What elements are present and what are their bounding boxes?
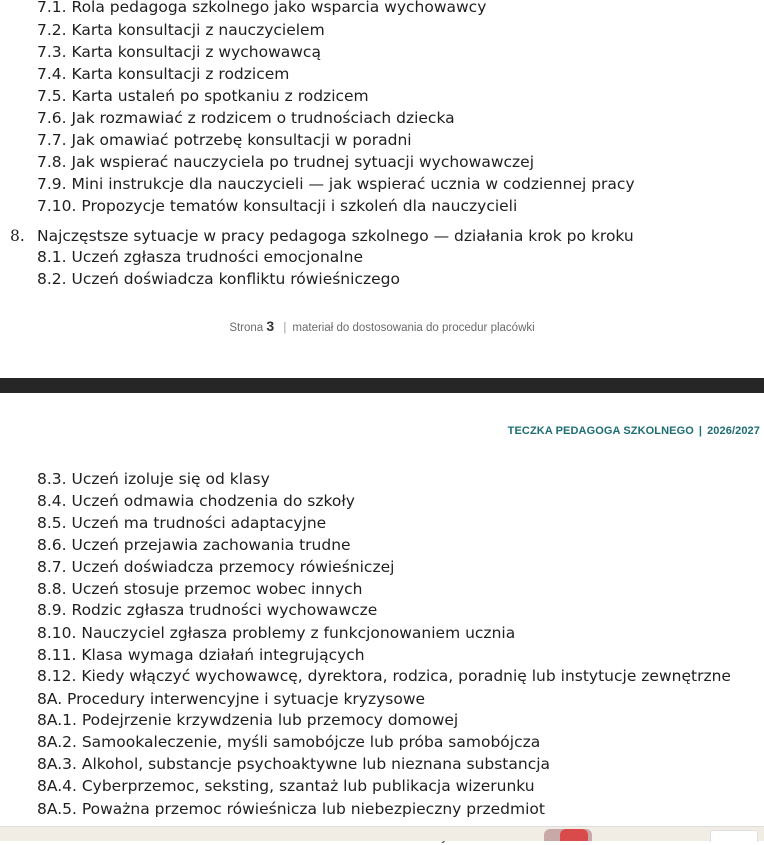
toc-chapter-number: 8. xyxy=(10,227,25,245)
toc-entry[interactable]: 7.1. Rola pedagoga szkolnego jako wsparcia wychowawcy xyxy=(37,0,487,16)
header-separator: | xyxy=(698,425,703,437)
document-page-top xyxy=(0,0,764,378)
toc-entry[interactable]: 7.9. Mini instrukcje dla nauczycieli — jak wspierać ucznia w codziennej pracy xyxy=(37,175,635,193)
toc-entry[interactable]: 8.12. Kiedy włączyć wychowawcę, dyrektora, rodzica, poradnię lub instytucje zewnętrzne xyxy=(37,667,731,685)
toc-entry[interactable]: 8.5. Uczeń ma trudności adaptacyjne xyxy=(37,514,327,532)
status-box[interactable] xyxy=(710,830,758,842)
footer-page-number: 3 xyxy=(266,318,275,334)
toc-entry[interactable]: 8A.3. Alkohol, substancje psychoaktywne lub nieznana substancja xyxy=(37,755,551,773)
page-footer xyxy=(0,318,764,334)
toc-entry[interactable]: 8A.2. Samookaleczenie, myśli samobójcze lub próba samobójcza xyxy=(37,733,541,751)
toc-entry[interactable]: 8.2. Uczeń doświadcza konfliktu rówieśniczego xyxy=(37,270,400,288)
toc-entry[interactable]: 8.4. Uczeń odmawia chodzenia do szkoły xyxy=(37,492,355,510)
toc-entry[interactable]: 7.10. Propozycje tematów konsultacji i szkoleń dla nauczycieli xyxy=(37,197,518,215)
footer-page-label: Strona xyxy=(229,322,264,334)
toc-entry[interactable]: 8.6. Uczeń przejawia zachowania trudne xyxy=(37,536,351,554)
toc-entry[interactable]: 7.5. Karta ustaleń po spotkaniu z rodzicem xyxy=(37,87,369,105)
toc-entry[interactable]: 7.6. Jak rozmawiać z rodzicem o trudnościach dziecka xyxy=(37,109,455,127)
record-indicator-icon[interactable] xyxy=(560,829,588,841)
document-page-bottom xyxy=(0,393,764,840)
toc-entry[interactable]: 7.3. Karta konsultacji z wychowawcą xyxy=(37,43,321,61)
page-header xyxy=(508,425,760,437)
toc-entry[interactable]: 8A.1. Podejrzenie krzywdzenia lub przemocy domowej xyxy=(37,711,459,729)
toc-entry[interactable]: 8.3. Uczeń izoluje się od klasy xyxy=(37,470,270,488)
viewer-status-bar xyxy=(0,826,764,841)
toc-entry[interactable]: 7.7. Jak omawiać potrzebę konsultacji w poradni xyxy=(37,131,412,149)
toc-entry[interactable]: 8.1. Uczeń zgłasza trudności emocjonalne xyxy=(37,248,363,266)
header-title: TECZKA PEDAGOGA SZKOLNEGO xyxy=(507,425,694,437)
toc-entry[interactable]: 8A.5. Poważna przemoc rówieśnicza lub niebezpieczny przedmiot xyxy=(37,800,545,818)
toc-entry[interactable]: 8.10. Nauczyciel zgłasza problemy z funkcjonowaniem ucznia xyxy=(37,624,516,642)
toc-entry[interactable]: 7.8. Jak wspierać nauczyciela po trudnej sytuacji wychowawczej xyxy=(37,153,534,171)
toc-entry[interactable]: 7.2. Karta konsultacji z nauczycielem xyxy=(37,21,325,39)
toc-chapter-entry[interactable] xyxy=(10,226,634,246)
toc-entry[interactable]: 8.9. Rodzic zgłasza trudności wychowawcze xyxy=(37,601,378,619)
footer-note: materiał do dostosowania do procedur placówki xyxy=(292,322,535,334)
footer-separator: | xyxy=(283,322,287,334)
toc-chapter-label: Najczęstsze sytuacje w pracy pedagoga szkolnego — działania krok po kroku xyxy=(37,227,634,245)
toc-entry[interactable]: 7.4. Karta konsultacji z rodzicem xyxy=(37,65,290,83)
toc-entry[interactable]: 8.11. Klasa wymaga działań integrujących xyxy=(37,646,365,664)
toc-entry[interactable]: 8.8. Uczeń stosuje przemoc wobec innych xyxy=(37,580,363,598)
toc-entry[interactable]: 8A. Procedury interwencyjne i sytuacje kryzysowe xyxy=(37,690,426,708)
page-gap xyxy=(0,378,764,393)
toc-entry[interactable]: 8A.4. Cyberprzemoc, seksting, szantaż lub publikacja wizerunku xyxy=(37,777,535,795)
header-year: 2026/2027 xyxy=(707,425,760,437)
toc-entry[interactable]: 8.7. Uczeń doświadcza przemocy rówieśniczej xyxy=(37,558,395,576)
